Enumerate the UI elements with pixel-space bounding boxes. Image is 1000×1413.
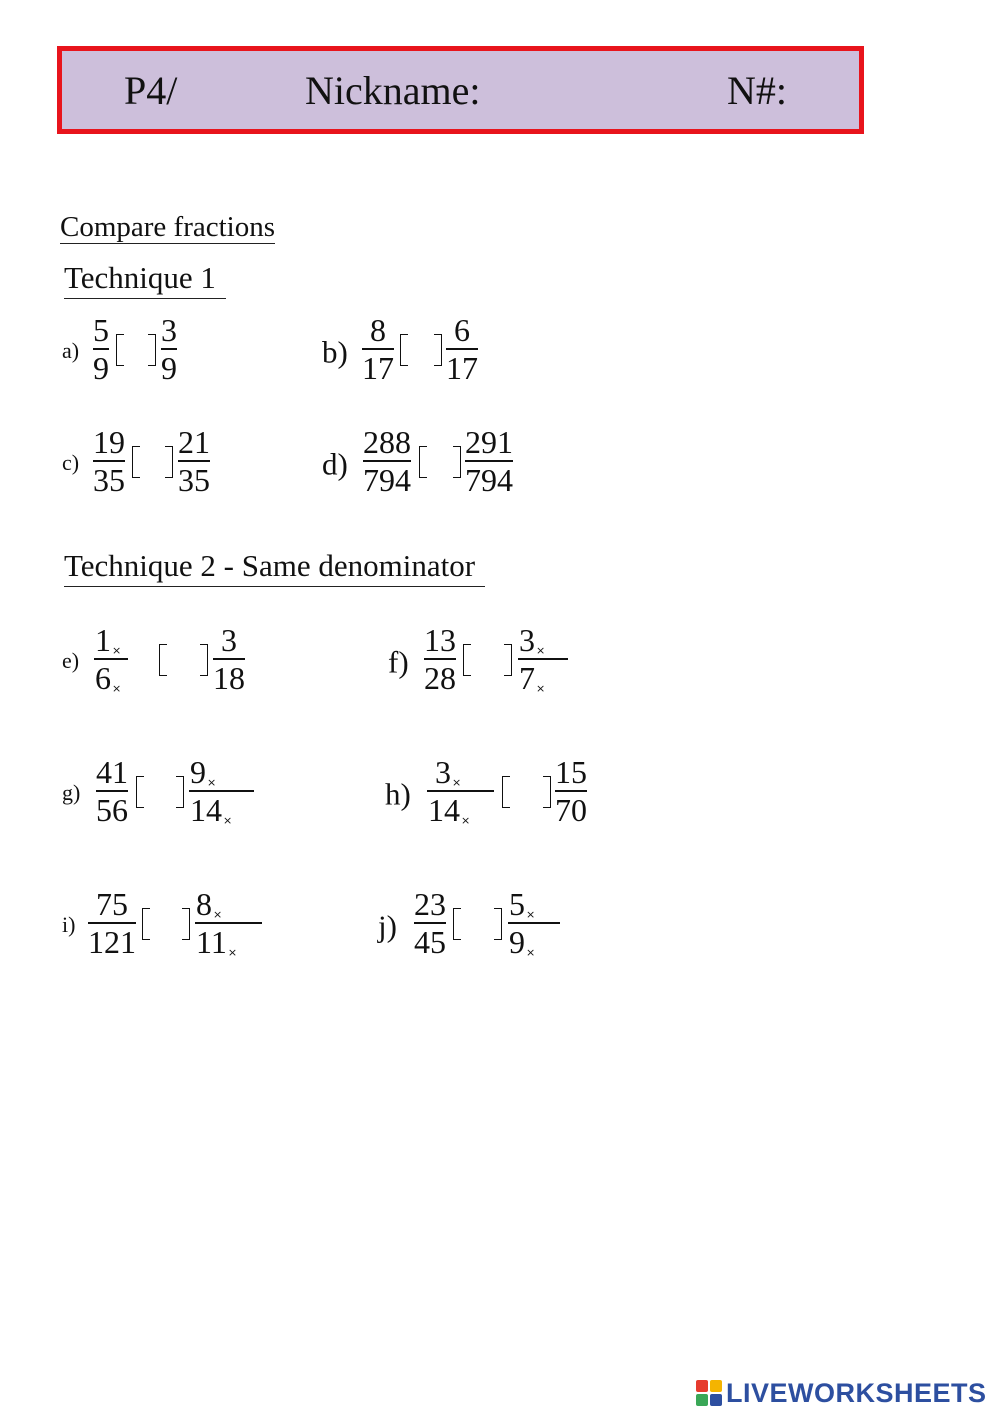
answer-bracket-right [148, 334, 156, 366]
right-fraction: 8× 11× [195, 888, 237, 958]
problem-d [322, 426, 532, 496]
multiply-mark: × [213, 908, 223, 921]
left-fraction: 19 35 [93, 424, 125, 498]
answer-input-h[interactable] [508, 774, 542, 810]
left-fraction: 1× 6× [94, 624, 121, 694]
multiply-mark: × [526, 945, 536, 959]
logo-square-3 [696, 1394, 708, 1406]
logo-icon [696, 1380, 722, 1406]
left-fraction: 3× 14× [427, 756, 470, 826]
left-fraction: 75 121 [88, 886, 136, 960]
problem-label: e) [62, 648, 80, 674]
left-fraction: 288 794 [363, 424, 411, 498]
problem-label: j) [378, 908, 397, 944]
right-fraction: 5× 9× [508, 888, 535, 958]
left-fraction: 13 28 [424, 622, 456, 696]
answer-input-e[interactable] [165, 642, 199, 678]
multiply-mark: × [227, 945, 238, 959]
problem-label: g) [62, 780, 81, 806]
technique-1-title: Technique 1 [64, 262, 226, 299]
right-fraction: 291 794 [465, 424, 513, 498]
left-fraction: 8 17 [362, 312, 394, 386]
class-label: P4/ [124, 68, 178, 113]
problem-c [62, 426, 232, 496]
right-fraction: 15 70 [555, 754, 587, 828]
logo-square-2 [710, 1380, 722, 1392]
right-fraction: 21 35 [178, 424, 210, 498]
left-fraction: 41 56 [96, 754, 128, 828]
problem-label: c) [62, 450, 80, 476]
answer-bracket-right [434, 334, 442, 366]
brand-text: LIVEWORKSHEETS [726, 1377, 987, 1408]
answer-input-i[interactable] [148, 906, 182, 942]
answer-bracket-right [504, 644, 512, 676]
answer-bracket-right [494, 908, 502, 940]
answer-input-f[interactable] [469, 642, 503, 678]
answer-input-j[interactable] [459, 906, 493, 942]
nickname-label: Nickname: [305, 68, 481, 113]
problem-label: i) [62, 912, 76, 938]
multiply-mark: × [452, 776, 462, 789]
answer-bracket-right [200, 644, 208, 676]
multiply-mark: × [461, 813, 471, 827]
left-fraction: 23 45 [414, 886, 446, 960]
problem-h [385, 756, 605, 826]
problem-j [378, 888, 588, 958]
problem-i [62, 888, 272, 958]
problem-label: f) [388, 644, 409, 680]
problem-label: h) [385, 776, 411, 812]
problem-g [62, 756, 272, 826]
multiply-mark: × [112, 681, 122, 695]
liveworksheets-logo[interactable] [696, 1376, 987, 1410]
multiply-mark: × [536, 681, 546, 695]
multiply-mark: × [526, 908, 536, 921]
answer-bracket-right [543, 776, 551, 808]
section-title: Compare fractions [60, 211, 276, 243]
multiply-mark: × [112, 644, 122, 657]
right-fraction: 3 9 [161, 312, 177, 386]
problem-e [62, 624, 252, 694]
logo-square-1 [696, 1380, 708, 1392]
problem-f [388, 624, 588, 694]
left-fraction: 5 9 [93, 312, 109, 386]
right-fraction: 9× 14× [189, 756, 232, 826]
answer-bracket-right [165, 446, 173, 478]
right-fraction: 6 17 [446, 312, 478, 386]
technique-2-title: Technique 2 - Same denominator [64, 550, 485, 587]
number-label: N#: [727, 68, 787, 113]
problem-label: d) [322, 446, 348, 482]
right-fraction: 3× 7× [518, 624, 545, 694]
multiply-mark: × [536, 644, 546, 657]
multiply-mark: × [223, 813, 233, 827]
answer-bracket-right [176, 776, 184, 808]
problem-a [62, 314, 212, 384]
student-info-banner [57, 46, 864, 134]
problem-label: a) [62, 338, 80, 364]
answer-input-g[interactable] [142, 774, 176, 810]
logo-square-4 [710, 1394, 722, 1406]
problem-label: b) [322, 334, 348, 370]
right-fraction: 3 18 [213, 622, 245, 696]
answer-bracket-right [182, 908, 190, 940]
problem-b [322, 314, 492, 384]
multiply-mark: × [207, 776, 217, 789]
answer-bracket-right [453, 446, 461, 478]
